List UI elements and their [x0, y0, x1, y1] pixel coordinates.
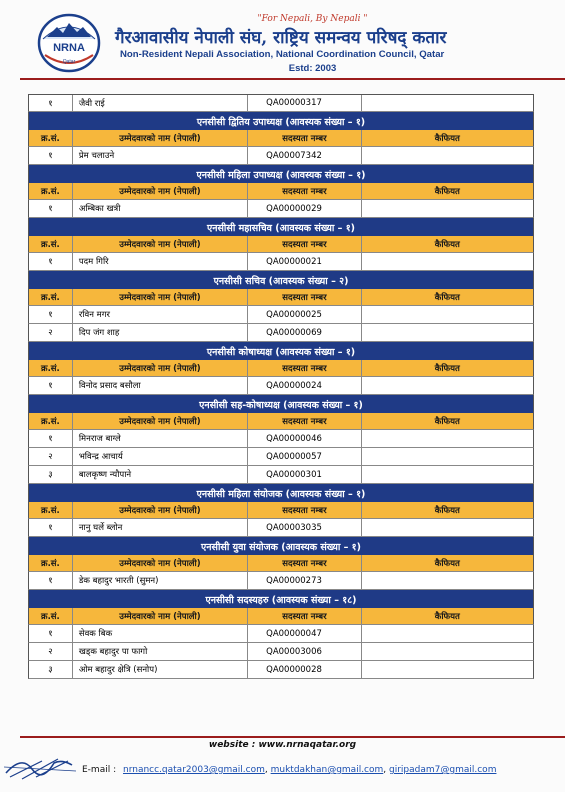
col-header-remarks: कैफियत [434, 363, 460, 374]
col-header-member-no: सदस्यता नम्बर [248, 502, 362, 518]
serial-number: १ [29, 430, 73, 447]
remarks-cell [362, 147, 533, 164]
letterhead [0, 0, 565, 80]
membership-number: QA00000021 [248, 253, 362, 270]
serial-number: १ [29, 306, 73, 323]
col-header-remarks: कैफियत [434, 505, 460, 516]
col-header-name: उम्मेदवारको नाम (नेपाली) [73, 236, 248, 252]
col-header-serial: क्र.सं. [29, 236, 73, 252]
table-row [28, 94, 534, 112]
col-header-name: उम्मेदवारको नाम (नेपाली) [73, 502, 248, 518]
candidate-name: जैवी राई [73, 95, 248, 111]
col-header-name: उम्मेदवारको नाम (नेपाली) [73, 130, 248, 146]
table-row [28, 448, 534, 466]
section-title: एनसीसी महिला संयोजक (आवस्यक संख्या – १) [28, 484, 534, 502]
established-year: Estd: 2003 [288, 63, 337, 74]
column-header-row [28, 289, 534, 306]
section-title: एनसीसी द्वितिय उपाध्यक्ष (आवस्यक संख्या – १) [28, 112, 534, 130]
remarks-cell [362, 625, 533, 642]
col-header-member-no: सदस्यता नम्बर [248, 555, 362, 571]
candidate-name: बालकृष्ण न्यौपाने [73, 466, 248, 483]
col-header-serial: क्र.सं. [29, 413, 73, 429]
remarks-cell [362, 95, 533, 111]
col-header-serial: क्र.सं. [29, 555, 73, 571]
remarks-cell [362, 661, 533, 678]
logo-text: NRNA [53, 42, 85, 54]
col-header-remarks: कैफियत [434, 416, 460, 427]
column-header-row [28, 413, 534, 430]
col-header-remarks: कैफियत [434, 239, 460, 250]
tagline: "For Nepali, By Nepali " [257, 14, 368, 24]
membership-number: QA00000025 [248, 306, 362, 323]
table-row [28, 253, 534, 271]
col-header-member-no: सदस्यता नम्बर [248, 130, 362, 146]
col-header-serial: क्र.सं. [29, 608, 73, 624]
section-title: एनसीसी कोषाध्यक्ष (आवस्यक संख्या – १) [28, 342, 534, 360]
col-header-serial: क्र.सं. [29, 360, 73, 376]
remarks-cell [362, 377, 533, 394]
col-header-serial: क्र.सं. [29, 289, 73, 305]
membership-number: QA00000057 [248, 448, 362, 465]
serial-number: २ [29, 643, 73, 660]
membership-number: QA00000028 [248, 661, 362, 678]
col-header-member-no: सदस्यता नम्बर [248, 183, 362, 199]
remarks-cell [362, 430, 533, 447]
serial-number: १ [29, 253, 73, 270]
candidate-name: विनोद प्रसाद बसौला [73, 377, 248, 394]
col-header-serial: क्र.सं. [29, 183, 73, 199]
candidate-name: अम्बिका खत्री [73, 200, 248, 217]
signature-scribble [2, 747, 82, 781]
candidate-name: दिप जंग शाह [73, 324, 248, 341]
membership-number: QA00003006 [248, 643, 362, 660]
serial-number: १ [29, 147, 73, 164]
col-header-remarks: कैफियत [434, 292, 460, 303]
org-name-english: Non-Resident Nepali Association, National Coordination Council, Qatar [120, 49, 445, 60]
table-row [28, 625, 534, 643]
membership-number: QA00003035 [248, 519, 362, 536]
remarks-cell [362, 466, 533, 483]
column-header-row [28, 183, 534, 200]
serial-number: १ [29, 625, 73, 642]
footer-divider [20, 736, 565, 738]
email-link-3[interactable]: giripadam7@gmail.com [389, 765, 497, 775]
remarks-cell [362, 200, 533, 217]
org-name-nepali: गैरआवासीय नेपाली संघ, राष्ट्रिय समन्वय परिषद् कतार [115, 28, 447, 48]
column-header-row [28, 608, 534, 625]
col-header-name: उम्मेदवारको नाम (नेपाली) [73, 183, 248, 199]
email-link-2[interactable]: muktdakhan@gmail.com [270, 765, 384, 775]
serial-number: १ [29, 572, 73, 589]
table-row [28, 643, 534, 661]
col-header-remarks: कैफियत [434, 558, 460, 569]
col-header-name: उम्मेदवारको नाम (नेपाली) [73, 289, 248, 305]
col-header-name: उम्मेदवारको नाम (नेपाली) [73, 413, 248, 429]
candidate-name: ओम बहादुर क्षेत्रि (सनोप) [73, 661, 248, 678]
remarks-cell [362, 643, 533, 660]
table-row [28, 147, 534, 165]
website-text: website : www.nrnaqatar.org [208, 740, 357, 750]
serial-number: १ [29, 519, 73, 536]
remarks-cell [362, 306, 533, 323]
serial-number: २ [29, 324, 73, 341]
membership-number: QA00000301 [248, 466, 362, 483]
table-row [28, 430, 534, 448]
candidate-name: नानु घर्ले ब्लोन [73, 519, 248, 536]
candidate-name: भविन्द्र आचार्य [73, 448, 248, 465]
col-header-member-no: सदस्यता नम्बर [248, 236, 362, 252]
table-row [28, 324, 534, 342]
serial-number: ३ [29, 661, 73, 678]
serial-number: १ [29, 200, 73, 217]
column-header-row [28, 236, 534, 253]
serial-number: २ [29, 448, 73, 465]
membership-number: QA00000317 [248, 95, 362, 111]
column-header-row [28, 360, 534, 377]
membership-number: QA00000047 [248, 625, 362, 642]
section-title: एनसीसी सचिव (आवस्यक संख्या – २) [28, 271, 534, 289]
email-link-1[interactable]: nrnancc.qatar2003@gmail.com [123, 765, 265, 775]
section-title: एनसीसी सह-कोषाध्यक्ष (आवस्यक संख्या – १) [28, 395, 534, 413]
col-header-remarks: कैफियत [434, 611, 460, 622]
remarks-cell [362, 253, 533, 270]
col-header-serial: क्र.सं. [29, 502, 73, 518]
table-row [28, 377, 534, 395]
section-title: एनसीसी महिला उपाध्यक्ष (आवस्यक संख्या – १) [28, 165, 534, 183]
remarks-cell [362, 324, 533, 341]
candidate-name: रविन मगर [73, 306, 248, 323]
col-header-remarks: कैफियत [434, 133, 460, 144]
section-title: एनसीसी महासचिव (आवस्यक संख्या – १) [28, 218, 534, 236]
serial-number: १ [29, 377, 73, 394]
logo-subtext: Qatar [62, 59, 76, 65]
serial-number: १ [29, 95, 73, 111]
remarks-cell [362, 448, 533, 465]
col-header-name: उम्मेदवारको नाम (नेपाली) [73, 608, 248, 624]
email-row: E-mail : nrnancc.qatar2003@gmail.com, muktdakhan@gmail.com, giripadam7@gmail.com [82, 765, 497, 775]
column-header-row [28, 130, 534, 147]
table-row [28, 661, 534, 679]
col-header-member-no: सदस्यता नम्बर [248, 413, 362, 429]
serial-number: ३ [29, 466, 73, 483]
col-header-remarks: कैफियत [434, 186, 460, 197]
header-divider [20, 78, 565, 80]
candidate-name: प्रेम चलाउने [73, 147, 248, 164]
section-title: एनसीसी युवा संयोजक (आवस्यक संख्या – १) [28, 537, 534, 555]
email-label: E-mail : [82, 765, 117, 775]
section-title: एनसीसी सदस्यहरु (आवस्यक संख्या – १८) [28, 590, 534, 608]
col-header-name: उम्मेदवारको नाम (नेपाली) [73, 555, 248, 571]
table-row [28, 200, 534, 218]
candidate-table [28, 94, 534, 679]
membership-number: QA00007342 [248, 147, 362, 164]
remarks-cell [362, 572, 533, 589]
membership-number: QA00000029 [248, 200, 362, 217]
table-row [28, 466, 534, 484]
table-row [28, 572, 534, 590]
candidate-name: मिनराज बाग्ले [73, 430, 248, 447]
col-header-member-no: सदस्यता नम्बर [248, 608, 362, 624]
candidate-name: खड्क बहादुर पा फागो [73, 643, 248, 660]
candidate-name: पदम गिरि [73, 253, 248, 270]
col-header-serial: क्र.सं. [29, 130, 73, 146]
col-header-member-no: सदस्यता नम्बर [248, 289, 362, 305]
table-row [28, 519, 534, 537]
col-header-member-no: सदस्यता नम्बर [248, 360, 362, 376]
table-row [28, 306, 534, 324]
candidate-name: सेवक बिक [73, 625, 248, 642]
column-header-row [28, 555, 534, 572]
remarks-cell [362, 519, 533, 536]
candidate-name: डेक बहादुर भारती (सुमन) [73, 572, 248, 589]
membership-number: QA00000046 [248, 430, 362, 447]
column-header-row [28, 502, 534, 519]
membership-number: QA00000024 [248, 377, 362, 394]
membership-number: QA00000273 [248, 572, 362, 589]
col-header-name: उम्मेदवारको नाम (नेपाली) [73, 360, 248, 376]
membership-number: QA00000069 [248, 324, 362, 341]
